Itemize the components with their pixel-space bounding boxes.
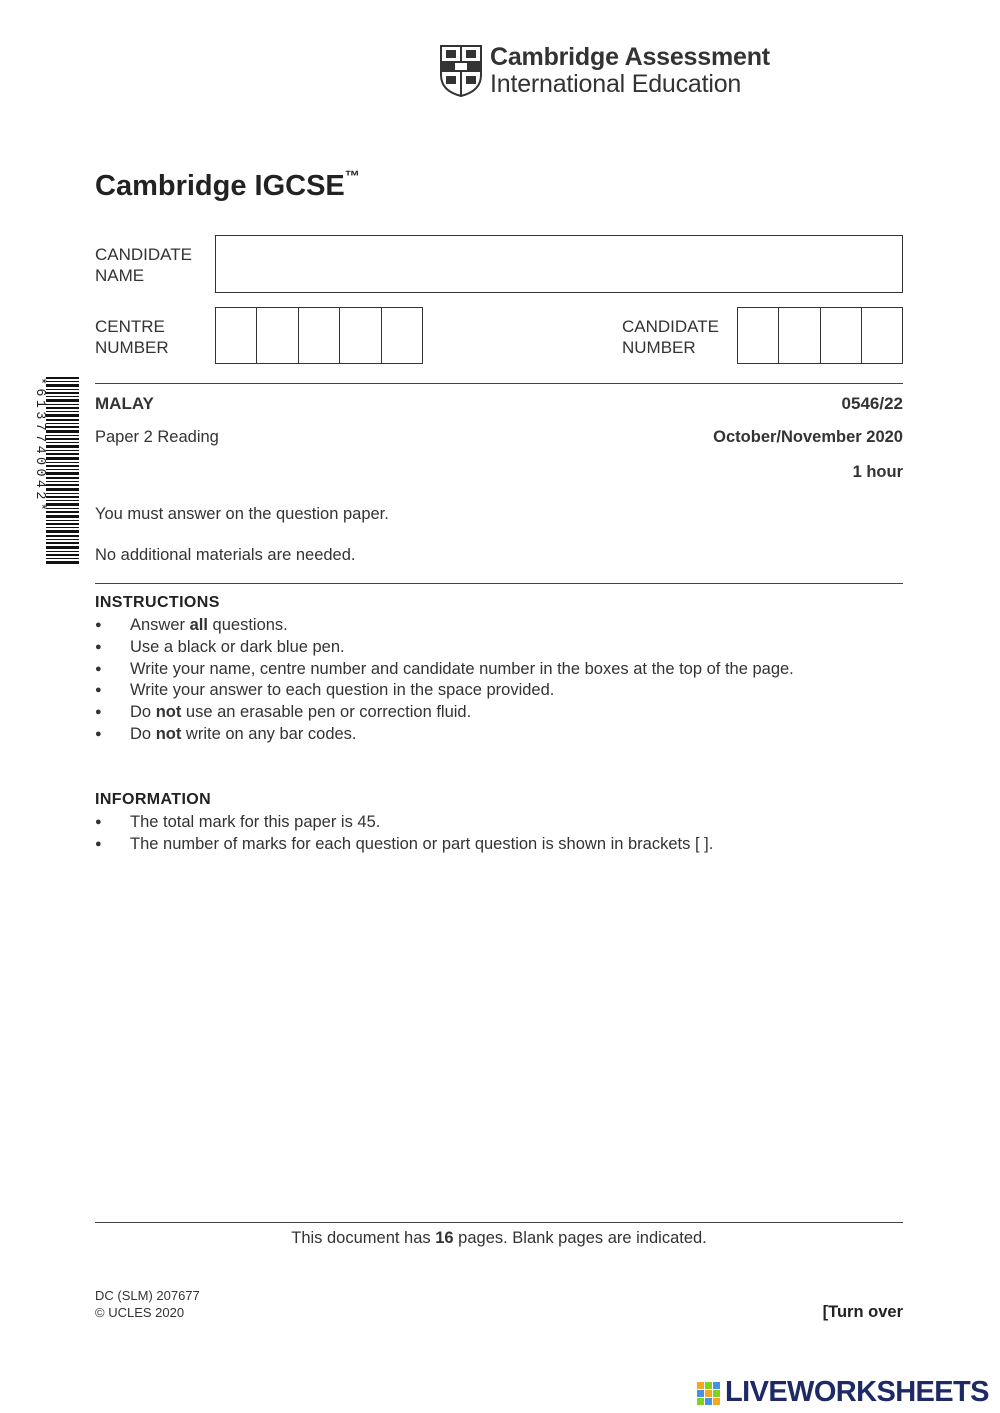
page-count-number: 16 [435,1229,454,1247]
copyright: © UCLES 2020 [95,1305,185,1320]
list-item [95,615,794,637]
centre-number-digit[interactable] [216,308,256,363]
exam-session: October/November 2020 [713,428,903,446]
liveworksheets-watermark [697,1376,997,1410]
exam-duration: 1 hour [852,463,903,481]
list-item [95,724,794,746]
candidate-number-digit[interactable] [861,308,902,363]
liveworksheets-text: LIVEWORKSHEETS [725,1376,989,1408]
answer-note: You must answer on the question paper. [95,505,389,523]
qualification-title [95,170,360,203]
information-list [95,812,713,856]
information-heading: INFORMATION [95,791,212,808]
instruction-text: Answer [130,616,190,634]
centre-number-label: CENTRE NUMBER [95,317,169,357]
instruction-emphasis: not [155,724,182,743]
paper-code: 0546/22 [841,394,903,413]
barcode [32,375,82,567]
instruction-text: questions. [207,616,288,634]
barcode-text: *6137740042* [32,377,47,515]
cambridge-logo [438,43,770,99]
candidate-name-box[interactable] [215,235,903,293]
instruction-text: Do [130,703,156,722]
list-item: ● The number of marks for each question or part question is shown in brackets [ ]. [95,834,713,856]
logo-line-1: Cambridge Assessment [490,43,770,71]
list-item: ● The total mark for this paper is 45. [95,812,713,834]
list-item: ● Write your answer to each question in the space provided. [95,680,794,702]
page-count-text: pages. Blank pages are indicated. [453,1229,707,1247]
liveworksheets-icon [697,1382,721,1406]
paper-component: Paper 2 Reading [95,428,219,446]
candidate-number-digit[interactable] [738,308,778,363]
candidate-name-label: CANDIDATE NAME [95,245,192,285]
instruction-emphasis: all [189,616,208,634]
qualification-name: Cambridge IGCSE [95,170,345,202]
candidate-number-digit[interactable] [778,308,819,363]
instructions-list [95,615,794,746]
logo-line-2: International Education [490,70,742,98]
centre-number-boxes[interactable] [215,307,423,364]
list-item: ● Use a black or dark blue pen. [95,637,794,659]
divider [95,383,903,384]
instruction-emphasis: not [155,703,182,722]
centre-number-digit[interactable] [256,308,297,363]
cambridge-shield-icon [440,45,482,97]
instruction-text: use an erasable pen or correction fluid. [181,703,472,722]
candidate-number-digit[interactable] [820,308,861,363]
trademark-symbol: ™ [344,168,360,185]
instruction-text: Do [130,724,156,743]
candidate-number-label: CANDIDATE NUMBER [622,317,719,357]
instruction-text: write on any bar codes. [181,724,357,743]
page-count-text: This document has [291,1229,436,1247]
divider [95,583,903,584]
centre-number-digit[interactable] [339,308,380,363]
document-reference: DC (SLM) 207677 [95,1288,200,1303]
list-item: ● Write your name, centre number and candidate number in the boxes at the top of the page. [95,659,794,681]
page-count-note [95,1229,903,1248]
subject: MALAY [95,394,154,413]
candidate-number-boxes[interactable] [737,307,903,364]
centre-number-digit[interactable] [381,308,422,363]
centre-number-digit[interactable] [298,308,339,363]
list-item [95,702,794,724]
instructions-heading: INSTRUCTIONS [95,594,220,611]
barcode-bars [32,375,82,567]
divider [95,1222,903,1223]
turn-over: [Turn over [822,1303,903,1321]
materials-note: No additional materials are needed. [95,546,356,564]
